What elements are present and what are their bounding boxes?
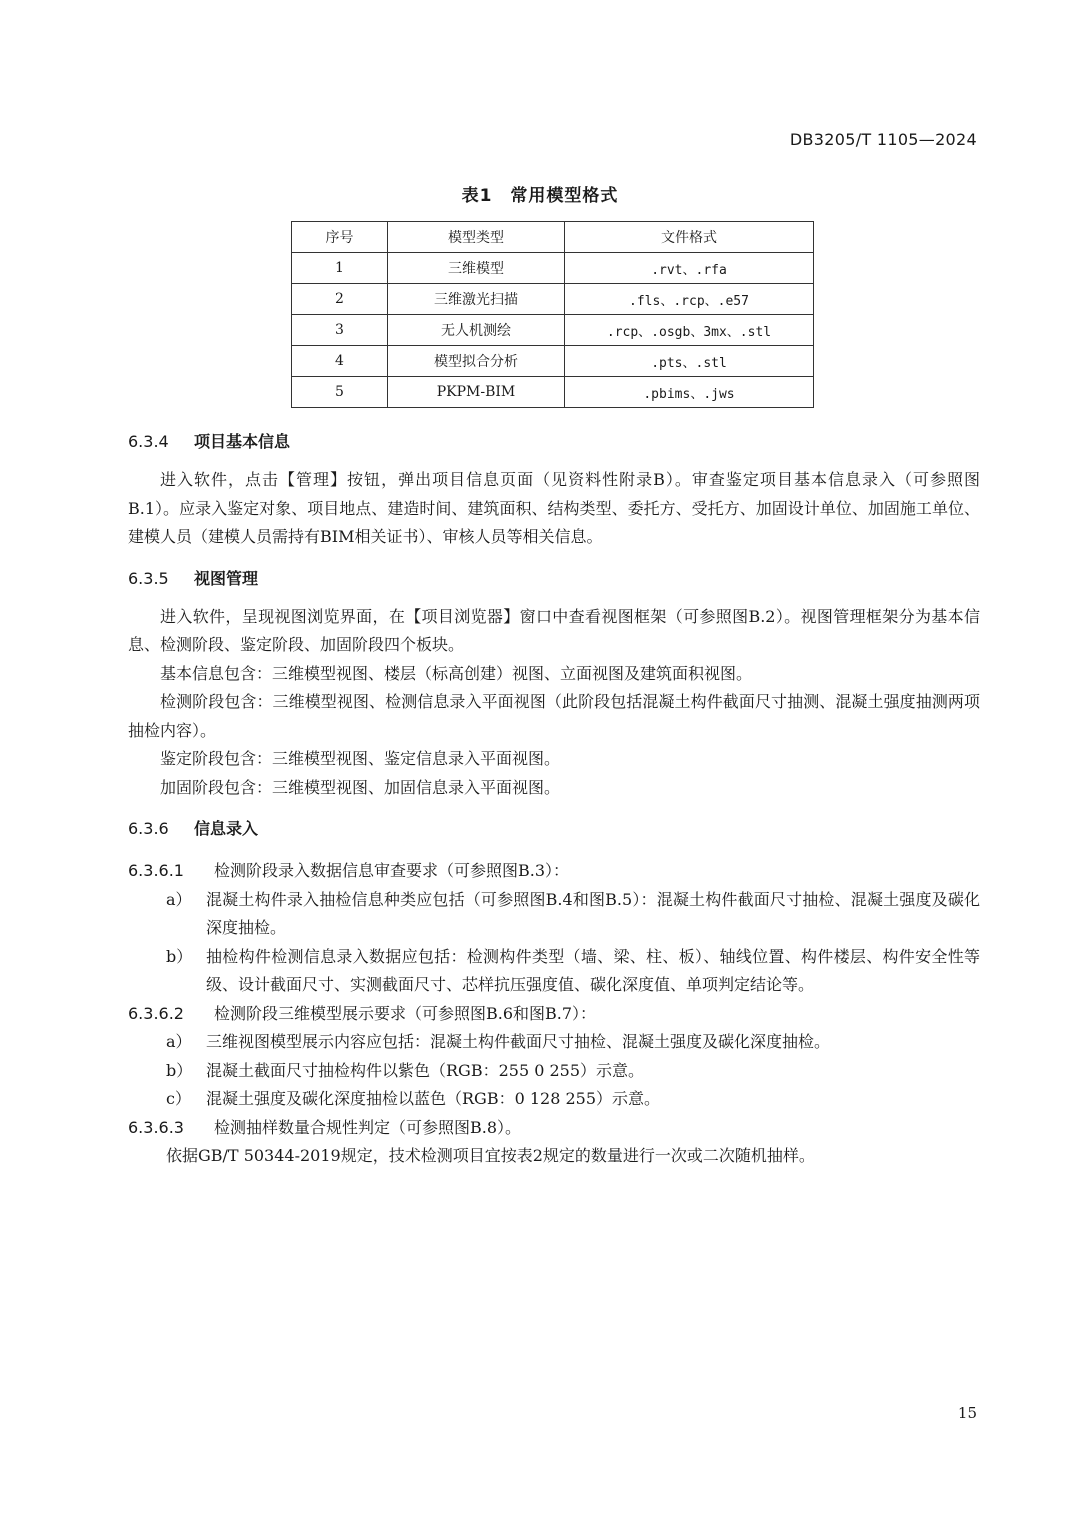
subsection-text: 检测抽样数量合规性判定（可参照图B.8）。 (214, 1117, 522, 1137)
section-number: 6.3.6 (128, 819, 169, 838)
section-heading-6-3-5 (128, 565, 980, 593)
table-cell: 1 (292, 253, 388, 284)
list-item-text: 混凝土构件录入抽检信息种类应包括（可参照图B.4和图B.5）：混凝土构件截面尺寸抽检、混凝土强度及碳化深度抽检。 (206, 889, 980, 937)
table-row (292, 253, 814, 284)
list-item-text: 抽检构件检测信息录入数据应包括：检测构件类型（墙、梁、柱、板）、轴线位置、构件楼层、构件安全性等级、设计截面尺寸、实测截面尺寸、芯样抗压强度值、碳化深度值、单项判定结论等。 (206, 946, 980, 994)
list-item-text: 混凝土强度及碳化深度抽检以蓝色（RGB：0 128 255）示意。 (206, 1089, 661, 1108)
table-cell: 模型拟合分析 (388, 346, 565, 377)
list-marker: a） (166, 1032, 192, 1051)
table-caption-number: 表1 (461, 186, 493, 206)
table-row (292, 377, 814, 408)
list-marker: b） (166, 1060, 193, 1080)
list-marker: b） (166, 946, 193, 966)
paragraph: 进入软件，点击【管理】按钮，弹出项目信息页面（见资料性附录B）。审查鉴定项目基本信息录入（可参照图B.1）。应录入鉴定对象、项目地点、建造时间、建筑面积、结构类型、委托方、受托方、加固设计单位、加固施工单位、建模人员（建模人员需持有BIM相关证书）、审核人员等相关信息。 (128, 470, 980, 546)
table-cell: .pts、.stl (565, 346, 814, 377)
table-cell: 2 (292, 284, 388, 315)
table-row (292, 346, 814, 377)
subsection-number: 6.3.6.1 (128, 861, 184, 880)
table-row (292, 284, 814, 315)
column-header: 文件格式 (565, 222, 814, 253)
paragraph: 鉴定阶段包含：三维模型视图、鉴定信息录入平面视图。 (160, 749, 561, 768)
table-cell: .rvt、.rfa (565, 253, 814, 284)
table-cell: .rcp、.osgb、3mx、.stl (565, 315, 814, 346)
list-marker: c） (166, 1089, 191, 1108)
document-body (128, 428, 980, 1171)
paragraph: 依据GB/T 50344-2019规定，技术检测项目宜按表2规定的数量进行一次或二次随机抽样。 (166, 1146, 815, 1165)
table-cell: 4 (292, 346, 388, 377)
table-cell: 3 (292, 315, 388, 346)
table-caption (0, 181, 1080, 206)
list-item-text: 三维视图模型展示内容应包括：混凝土构件截面尺寸抽检、混凝土强度及碳化深度抽检。 (206, 1032, 831, 1051)
table-header-row (292, 222, 814, 253)
section-heading-6-3-6 (128, 815, 980, 843)
table-row (292, 315, 814, 346)
paragraph: 加固阶段包含：三维模型视图、加固信息录入平面视图。 (160, 777, 561, 797)
section-title: 信息录入 (194, 819, 259, 838)
table-cell: 三维模型 (388, 253, 565, 284)
standard-code: DB3205/T 1105—2024 (789, 130, 977, 149)
list-item-text: 混凝土截面尺寸抽检构件以紫色（RGB：255 0 255）示意。 (206, 1060, 645, 1080)
list-item (166, 943, 980, 1000)
paragraph: 进入软件，呈现视图浏览界面，在【项目浏览器】窗口中查看视图框架（可参照图B.2）。视图管理框架分为基本信息、检测阶段、鉴定阶段、加固阶段四个板块。 (128, 606, 980, 654)
section-title: 视图管理 (194, 568, 259, 588)
section-title: 项目基本信息 (194, 432, 291, 451)
section-number: 6.3.5 (128, 568, 169, 588)
section-heading-6-3-4 (128, 428, 980, 456)
subsection-text: 检测阶段录入数据信息审查要求（可参照图B.3）： (214, 861, 570, 880)
list-item (166, 1057, 980, 1086)
page-number: 15 (957, 1404, 977, 1422)
subsection-text: 检测阶段三维模型展示要求（可参照图B.6和图B.7）： (214, 1003, 597, 1023)
subsection-6-3-6-2 (128, 1000, 980, 1029)
column-header: 序号 (292, 222, 388, 253)
paragraph: 检测阶段包含：三维模型视图、检测信息录入平面视图（此阶段包括混凝土构件截面尺寸抽测、混凝土强度抽测两项抽检内容）。 (128, 692, 980, 740)
model-format-table (291, 221, 814, 408)
section-number: 6.3.4 (128, 432, 169, 451)
table-caption-title: 常用模型格式 (510, 186, 619, 206)
table-cell: .pbims、.jws (565, 377, 814, 408)
subsection-6-3-6-3 (128, 1114, 980, 1143)
paragraph: 基本信息包含：三维模型视图、楼层（标高创建）视图、立面视图及建筑面积视图。 (160, 663, 753, 683)
column-header: 模型类型 (388, 222, 565, 253)
subsection-number: 6.3.6.2 (128, 1003, 184, 1023)
table-cell: 5 (292, 377, 388, 408)
subsection-6-3-6-1 (128, 857, 980, 886)
table-cell: PKPM-BIM (388, 377, 565, 408)
table-cell: .fls、.rcp、.e57 (565, 284, 814, 315)
list-marker: a） (166, 889, 192, 909)
table-cell: 无人机测绘 (388, 315, 565, 346)
list-item (166, 1028, 980, 1057)
subsection-number: 6.3.6.3 (128, 1117, 184, 1137)
list-item (166, 886, 980, 943)
table-cell: 三维激光扫描 (388, 284, 565, 315)
list-item (166, 1085, 980, 1114)
